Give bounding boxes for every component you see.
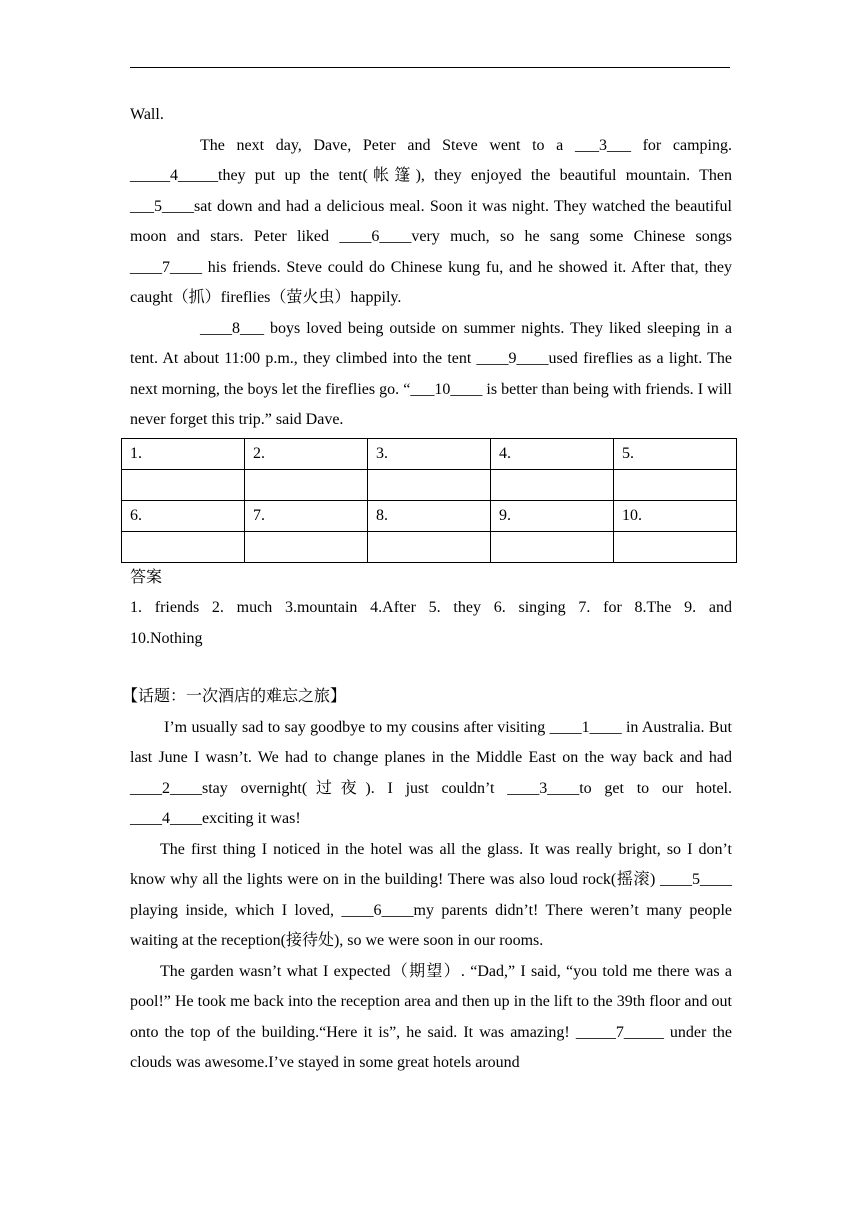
section-title: 【话题：一次酒店的难忘之旅】 — [122, 688, 347, 705]
answer-blank[interactable] — [368, 531, 491, 562]
answer-blank[interactable] — [491, 531, 614, 562]
passage2-paragraph-2: The first thing I noticed in the hotel was all the glass. It was really bright, so I don’t know why all the lights were on in the building! There was also loud rock(摇滚) ____5____ playing inside, which I loved, ____6____my parents didn’t! There weren’t many people waiting at the reception(接待处), so we were soon in our rooms. — [130, 840, 732, 949]
table-cell: 5. — [614, 438, 737, 469]
answer-blank[interactable] — [614, 531, 737, 562]
answer-blank[interactable] — [122, 469, 245, 500]
table-cell: 2. — [245, 438, 368, 469]
header-rule — [130, 67, 730, 68]
table-cell: 1. — [122, 438, 245, 469]
answer-blank[interactable] — [614, 469, 737, 500]
table-row-blank — [122, 469, 737, 500]
answer-blank[interactable] — [245, 469, 368, 500]
answer-blank[interactable] — [368, 469, 491, 500]
answers-line-2: 10.Nothing — [130, 629, 203, 647]
answer-blank[interactable] — [491, 469, 614, 500]
table-cell: 3. — [368, 438, 491, 469]
passage1-paragraph-2: ____8___ boys loved being outside on summer nights. They liked sleeping in a tent. At about 11:00 p.m., they climbed into the tent ____9____used fireflies as a light. The next morning, the boys let the fireflies go. “___10____ is better than being with friends. I will never forget this trip.” said Dave. — [130, 319, 732, 428]
document-body — [122, 100, 732, 1079]
answers-heading: 答案 — [130, 568, 163, 586]
table-cell: 4. — [491, 438, 614, 469]
answers-line-1: 1. friends 2. much 3.mountain 4.After 5. they 6. singing 7. for 8.The 9. and — [130, 599, 732, 616]
answer-blank[interactable] — [122, 531, 245, 562]
passage1-paragraph-1: The next day, Dave, Peter and Steve went to a ___3___ for camping. _____4_____they put up the tent(帐篷), they enjoyed the beautiful mountain. Then ___5____sat down and had a delicious meal. Soon it was night. They watched the beautiful moon and stars. Peter liked ____6____very much, so he sang some Chinese songs ____7____ his friends. Steve could do Chinese kung fu, and he showed it. After that, they caught（抓）fireflies（萤火虫）happily. — [130, 136, 732, 306]
passage2-paragraph-3: The garden wasn’t what I expected（期望）. “Dad,” I said, “you told me there was a pool!” He took me back into the reception area and then up in the lift to the 39th floor and out onto the top of the building.“Here it is”, he said. It was amazing! _____7_____ under the clouds was awesome.I’ve stayed in some great hotels around — [130, 962, 732, 1071]
answer-table — [121, 438, 737, 563]
table-cell: 9. — [491, 500, 614, 531]
answer-blank[interactable] — [245, 531, 368, 562]
table-row — [122, 500, 737, 531]
table-cell: 7. — [245, 500, 368, 531]
table-cell: 10. — [614, 500, 737, 531]
passage1-fragment: Wall. — [130, 106, 164, 123]
passage2-paragraph-1: I’m usually sad to say goodbye to my cousins after visiting ____1____ in Australia. But last June I wasn’t. We had to change planes in the Middle East on the way back and had ____2____stay overnight(过夜). I just couldn’t ____3____to get to our hotel. ____4____exciting it was! — [130, 718, 732, 827]
table-cell: 8. — [368, 500, 491, 531]
table-row-blank — [122, 531, 737, 562]
table-cell: 6. — [122, 500, 245, 531]
table-row — [122, 438, 737, 469]
